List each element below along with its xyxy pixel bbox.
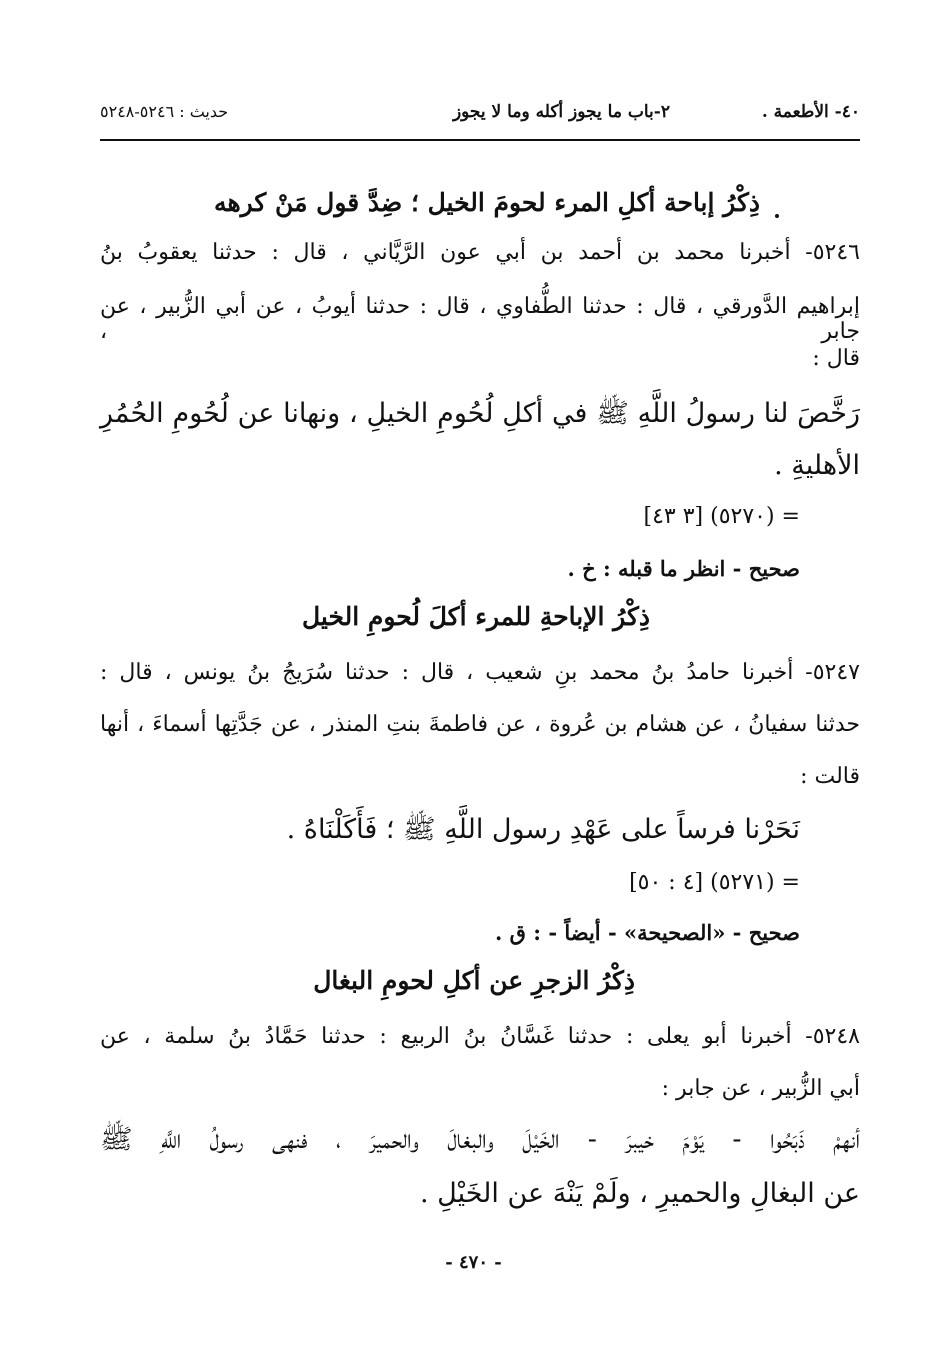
page-number: - ٤٧٠ -: [445, 1252, 502, 1273]
matn-line: الأهليةِ .: [774, 450, 860, 481]
hadith-grade: صحيح - «الصحيحة» - أيضاً - : ق .: [495, 920, 800, 945]
header-chapter-title: ٢-باب ما يجوز أكله وما لا يجوز: [452, 102, 670, 122]
hadith-grade: صحيح - انظر ما قبله : خ .: [567, 556, 800, 581]
stray-dot: [775, 214, 779, 218]
header-rule: [100, 139, 860, 141]
hadith-line: ٥٢٤٦- أخبرنا محمد بن أحمد بن أبي عون الرَّيَّاني ، قال : حدثنا يعقوبُ بنُ: [100, 240, 860, 265]
hadith-line: أبي الزُّبير ، عن جابر :: [661, 1076, 860, 1101]
hadith-line: قال :: [812, 346, 860, 371]
running-header: [100, 96, 860, 136]
hadith-line: إبراهيم الدَّورقي ، قال : حدثنا الطُّفاوي ، قال : حدثنا أيوبُ ، عن أبي الزُّبير ، عن جابر ،: [100, 294, 860, 344]
section-heading: ذِكْرُ إباحة أكلِ المرء لحومَ الخيل ؛ ضِدَّ قول مَنْ كرهه: [214, 188, 760, 217]
hadith-line: قالت :: [800, 764, 860, 789]
matn-line: نَحَرْنا فرساً على عَهْدِ رسول اللَّهِ ﷺ ؛ فَأَكَلْنَاهُ .: [286, 814, 800, 845]
section-heading: ذِكْرُ الإباحةِ للمرء أكلَ لُحومِ الخيل: [302, 602, 650, 631]
cross-reference: = (٥٢٧٠) [٣ ٤٣]: [643, 504, 800, 529]
hadith-line: ٥٢٤٨- أخبرنا أبو يعلى : حدثنا غَسَّانُ بنُ الربيع : حدثنا حَمَّادُ بنُ سلمة ، عن: [100, 1024, 860, 1049]
section-heading: ذِكْرُ الزجرِ عن أكلِ لحومِ البغال: [313, 966, 635, 995]
matn-line: أنهمْ ذَبَحُوا - يَوْمَ خيبرَ - الخَيْلَ والبغالَ والحميرَ ، فنهى رسولُ اللَّهِ ﷺ: [100, 1124, 860, 1155]
header-book-title: ٤٠- الأطعمة .: [761, 102, 860, 122]
hadith-line: حدثنا سفيانُ ، عن هشام بن عُروة ، عن فاطمةَ بنتِ المنذر ، عن جَدَّتِها أسماءَ ، أنها: [100, 712, 860, 737]
matn-line: رَخَّصَ لنا رسولُ اللَّهِ ﷺ في أكلِ لُحُومِ الخيلِ ، ونهانا عن لُحُومِ الحُمُرِ: [100, 398, 860, 429]
header-hadith-range: حديث : ٥٢٤٦-٥٢٤٨: [100, 102, 229, 121]
hadith-line: ٥٢٤٧- أخبرنا حامدُ بنُ محمد بنِ شعيب ، قال : حدثنا سُرَيجُ بنُ يونس ، قال :: [100, 660, 860, 685]
matn-line: عن البغالِ والحميرِ ، ولَمْ يَنْهَ عن الخَيْلِ .: [419, 1178, 860, 1209]
cross-reference: = (٥٢٧١) [٤ : ٥٠]: [629, 870, 800, 895]
